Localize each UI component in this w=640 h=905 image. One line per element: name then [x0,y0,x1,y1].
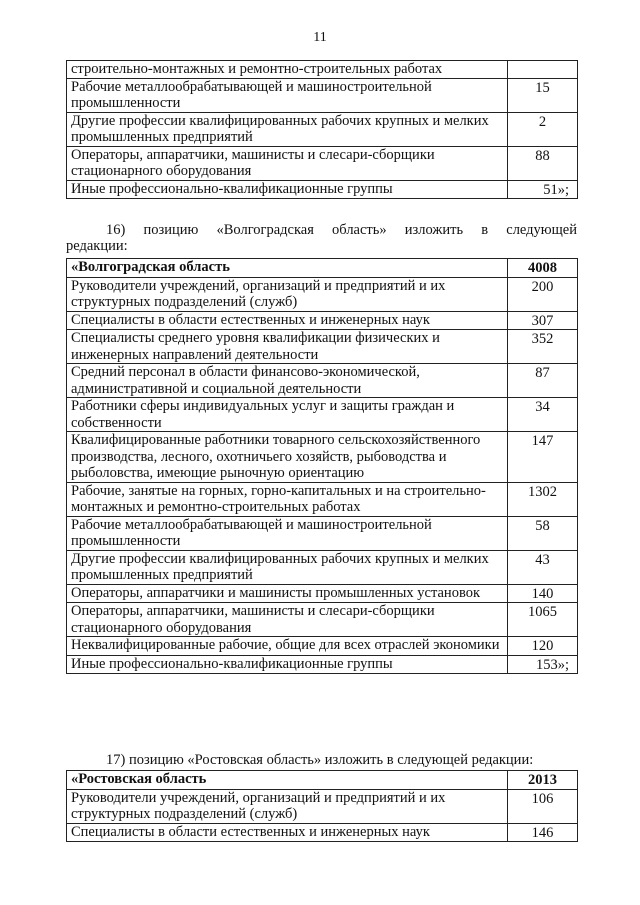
row-value: 15 [508,78,578,112]
row-label: Специалисты в области естественных и инженерных наук [67,311,508,330]
table-row [67,311,578,330]
row-label: Операторы, аппаратчики, машинисты и слесари-сборщики стационарного оборудования [67,146,508,180]
row-value: 106 [508,789,578,823]
table-row [67,364,578,398]
row-value: 307 [508,311,578,330]
table-row [67,637,578,656]
row-label: Работники сферы индивидуальных услуг и защиты граждан и собственности [67,398,508,432]
row-label: Специалисты в области естественных и инженерных наук [67,823,508,842]
row-value: 51»; [508,180,578,199]
row-label: строительно-монтажных и ремонтно-строительных работах [67,61,508,79]
row-label: Квалифицированные работники товарного сельскохозяйственного производства, лесного, охотничьего хозяйств, рыбоводства и рыболовства, имеющие рыночную ориентацию [67,432,508,483]
table-row [67,112,578,146]
row-value: 87 [508,364,578,398]
table-row [67,603,578,637]
paragraph-16: 16) позицию «Волгоградская область» изложить в следующей редакции: [66,222,577,254]
row-label: Иные профессионально-квалификационные группы [67,655,508,674]
table-header-row [67,771,578,790]
paragraph-17: 17) позицию «Ростовская область» изложить в следующей редакции: [106,752,534,768]
table-row [67,330,578,364]
row-value [508,61,578,79]
region-name: «Ростовская область [67,771,508,790]
page-number: 11 [313,30,327,45]
row-value: 352 [508,330,578,364]
row-value: 88 [508,146,578,180]
table-row [67,655,578,674]
region-name: «Волгоградская область [67,259,508,278]
row-label: Руководители учреждений, организаций и предприятий и их структурных подразделений (служб) [67,789,508,823]
row-value: 147 [508,432,578,483]
row-label: Другие профессии квалифицированных рабочих крупных и мелких промышленных предприятий [67,112,508,146]
region-total: 2013 [508,771,578,790]
row-label: Операторы, аппаратчики, машинисты и слесари-сборщики стационарного оборудования [67,603,508,637]
table-row [67,550,578,584]
row-value: 120 [508,637,578,656]
row-label: Неквалифицированные рабочие, общие для всех отраслей экономики [67,637,508,656]
table-rostov [66,770,578,842]
table-row [67,432,578,483]
table-continuation [66,60,578,199]
row-value: 34 [508,398,578,432]
row-label: Операторы, аппаратчики и машинисты промышленных установок [67,584,508,603]
row-label: Другие профессии квалифицированных рабочих крупных и мелких промышленных предприятий [67,550,508,584]
table-row [67,482,578,516]
table-row [67,61,578,79]
row-label: Специалисты среднего уровня квалификации физических и инженерных направлений деятельности [67,330,508,364]
region-total: 4008 [508,259,578,278]
table-row [67,823,578,842]
row-value: 1065 [508,603,578,637]
table-row [67,78,578,112]
table-volgograd [66,258,578,674]
row-label: Рабочие металлообрабатывающей и машиностроительной промышленности [67,516,508,550]
row-value: 140 [508,584,578,603]
row-label: Иные профессионально-квалификационные группы [67,180,508,199]
row-value: 200 [508,277,578,311]
table-row [67,584,578,603]
table-row [67,398,578,432]
row-value: 43 [508,550,578,584]
row-value: 2 [508,112,578,146]
row-value: 58 [508,516,578,550]
table-row [67,516,578,550]
table-header-row [67,259,578,278]
row-value: 146 [508,823,578,842]
table-row [67,180,578,199]
row-label: Рабочие металлообрабатывающей и машиностроительной промышленности [67,78,508,112]
row-label: Средний персонал в области финансово-экономической, административной и социальной деятельности [67,364,508,398]
row-value: 153»; [508,655,578,674]
table-row [67,277,578,311]
row-value: 1302 [508,482,578,516]
table-row [67,146,578,180]
row-label: Рабочие, занятые на горных, горно-капитальных и на строительно-монтажных и ремонтно-строительных работах [67,482,508,516]
row-label: Руководители учреждений, организаций и предприятий и их структурных подразделений (служб) [67,277,508,311]
table-row [67,789,578,823]
